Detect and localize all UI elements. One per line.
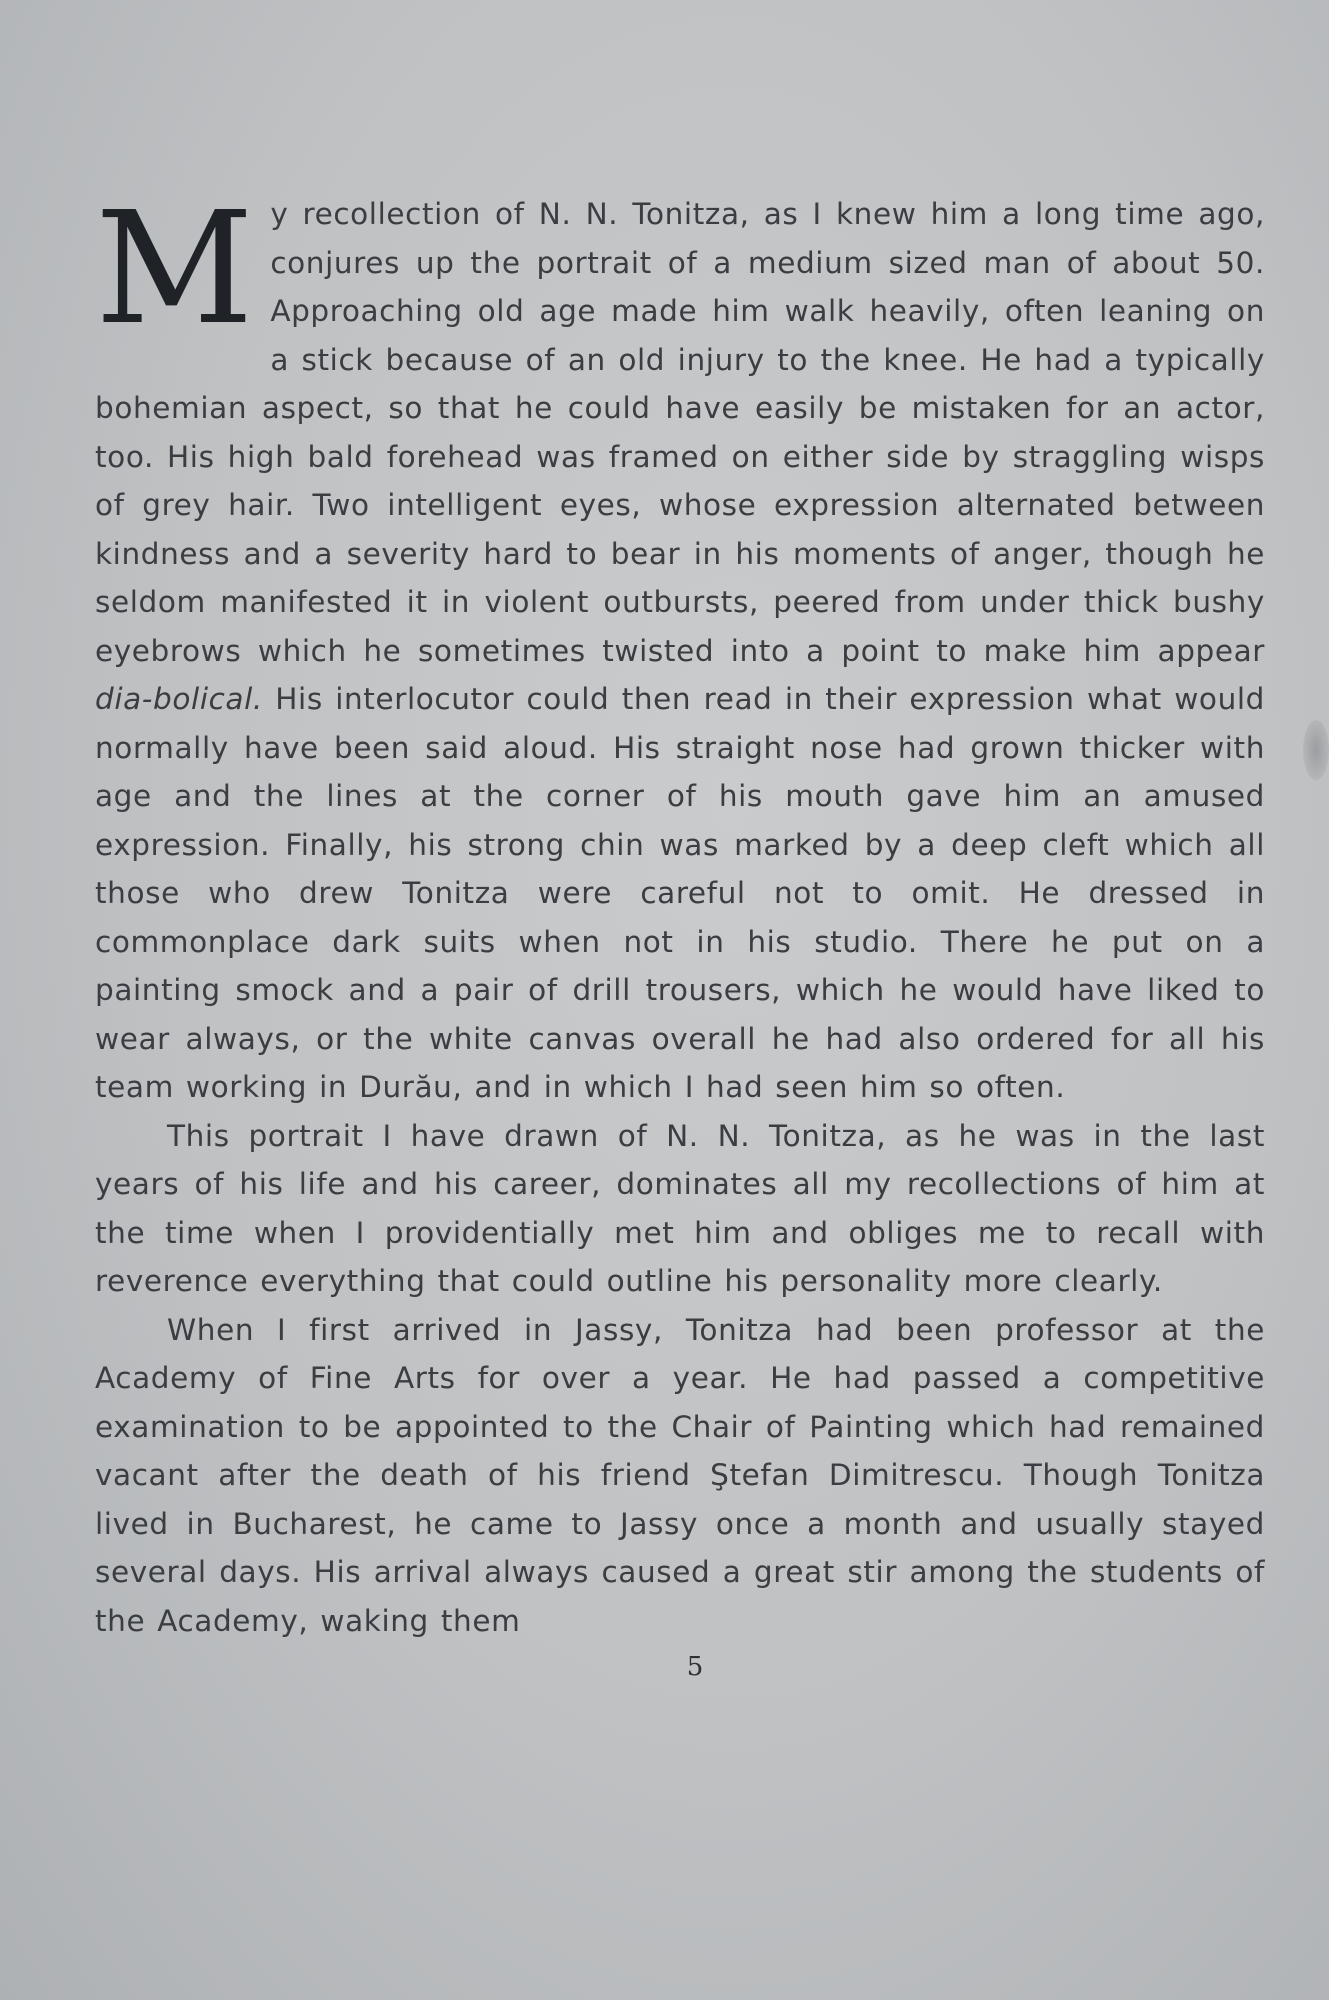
paragraph-1 (95, 178, 1265, 1112)
paragraph-1-text-continued: His interlocutor could then read in their expression what would normally have been said aloud. His straight nose had grown thicker with age and the lines at the corner of his mouth gave him an amused expression. Finally, his strong chin was marked by a deep cleft which all those who drew Tonitza were careful not to omit. He dressed in commonplace dark suits when not in his studio. There he put on a painting smock and a pair of drill trousers, which he would have liked to wear always, or the white canvas overall he had also ordered for all his team working in Durău, and in which I had seen him so often. (95, 682, 1265, 1104)
paragraph-2: This portrait I have drawn of N. N. Tonitza, as he was in the last years of his life and his career, dominates all my recollections of him at the time when I providentially met him and obliges me to recall with reverence everything that could outline his personality more clearly. (95, 1118, 1265, 1298)
paragraph-1-text: y recollection of N. N. Tonitza, as I knew him a long time ago, conjures up the portrait of a medium sized man of about 50. Approaching old age made him walk heavily, often leaning on a stick because of an old injury to the knee. He had a typically bohemian aspect, so that he could have easily be mistaken for an actor, too. His high bald forehead was framed on either side by straggling wisps of grey hair. Two intelligent eyes, whose expression alternated between kindness and a severity hard to bear in his moments of anger, though he seldom manifested it in violent outbursts, peered from under thick bushy eyebrows which he sometimes twisted into a point to make him appear (95, 197, 1265, 668)
page-shadow (1303, 720, 1329, 780)
body-text (95, 178, 1265, 1645)
paragraph-3: When I first arrived in Jassy, Tonitza had been professor at the Academy of Fine Arts for over a year. He had passed a competitive examination to be appointed to the Chair of Painting which had remained vacant after the death of his friend Ştefan Dimitrescu. Though Tonitza lived in Bucharest, he came to Jassy once a month and usually stayed several days. His arrival always caused a great stir among the students of the Academy, waking them (95, 1312, 1265, 1638)
page-number: 5 (686, 1652, 704, 1682)
drop-cap: M (95, 178, 255, 359)
paragraph-1-italic: dia-bolical. (95, 682, 263, 716)
